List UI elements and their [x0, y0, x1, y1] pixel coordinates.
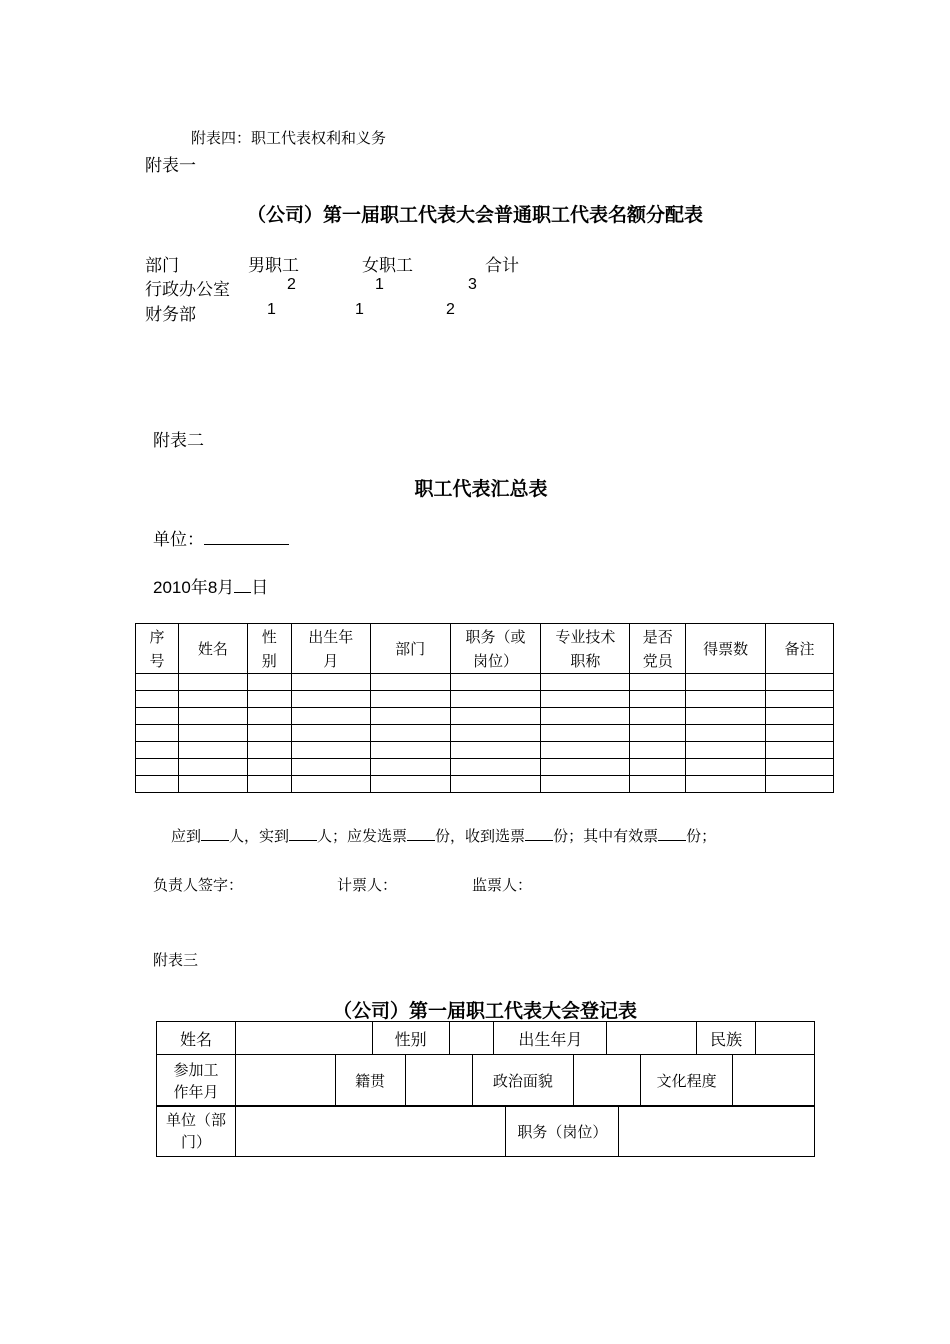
table-cell[interactable] [178, 776, 247, 793]
table-cell[interactable] [450, 759, 541, 776]
table-cell[interactable] [370, 742, 450, 759]
table-cell[interactable] [178, 725, 247, 742]
table-cell[interactable] [630, 759, 686, 776]
table-cell[interactable] [630, 776, 686, 793]
table-cell[interactable] [541, 674, 630, 691]
name-label: 姓名 [157, 1022, 236, 1055]
vote-text: 人；应发选票 [317, 827, 408, 845]
table-cell[interactable] [630, 725, 686, 742]
date-field [153, 573, 268, 598]
table-row [136, 708, 834, 725]
unit-label: 单位： [153, 530, 204, 550]
table-cell[interactable] [247, 759, 291, 776]
position-label: 职务（岗位） [506, 1106, 619, 1157]
column-header-department: 部门 [370, 624, 450, 674]
gender-label: 性别 [372, 1022, 449, 1055]
table-cell[interactable] [178, 674, 247, 691]
column-header-vote-count: 得票数 [686, 624, 766, 674]
quota-row-male: 2 [287, 276, 296, 293]
quota-row-total: 3 [468, 276, 477, 293]
unit-field [153, 525, 289, 550]
quota-header-male: 男职工 [248, 256, 299, 276]
quota-row-dept: 行政办公室 [145, 280, 230, 300]
quota-header-female: 女职工 [362, 256, 413, 276]
table-cell[interactable] [247, 708, 291, 725]
table-row [136, 776, 834, 793]
political-status-cell[interactable] [574, 1055, 641, 1107]
table-cell[interactable] [541, 742, 630, 759]
native-place-cell[interactable] [405, 1055, 472, 1107]
quota-header-total: 合计 [485, 256, 519, 276]
table-cell[interactable] [686, 691, 766, 708]
table-cell[interactable] [136, 776, 179, 793]
table-cell[interactable] [686, 725, 766, 742]
ballots-received-blank[interactable] [525, 826, 553, 841]
table-cell[interactable] [247, 725, 291, 742]
representative-summary-table [135, 623, 834, 793]
appendix1-label: 附表一 [145, 156, 196, 176]
column-header-professional-title: 专业技术 职称 [541, 624, 630, 674]
table-cell[interactable] [686, 708, 766, 725]
table-cell[interactable] [247, 742, 291, 759]
native-place-label: 籍贯 [335, 1055, 405, 1107]
table-cell[interactable] [630, 708, 686, 725]
quota-row-female: 1 [375, 276, 384, 293]
quota-row-total: 2 [446, 301, 455, 318]
table-cell[interactable] [136, 674, 179, 691]
appendix1-title: （公司）第一届职工代表大会普通职工代表名额分配表 [246, 204, 703, 226]
appendix3-label: 附表三 [153, 951, 199, 969]
table-cell[interactable] [686, 674, 766, 691]
registration-row-1 [156, 1021, 815, 1055]
table-cell[interactable] [247, 674, 291, 691]
table-cell[interactable] [136, 742, 179, 759]
table-cell[interactable] [541, 725, 630, 742]
table-cell[interactable] [450, 708, 541, 725]
table-cell[interactable] [766, 776, 834, 793]
work-start-label: 参加工 作年月 [157, 1055, 236, 1107]
date-month: 8 [207, 578, 218, 597]
table-cell[interactable] [291, 708, 370, 725]
work-start-cell[interactable] [235, 1055, 335, 1107]
table-cell[interactable] [178, 742, 247, 759]
table-cell[interactable] [247, 691, 291, 708]
table-cell[interactable] [291, 725, 370, 742]
unit-dept-cell[interactable] [235, 1106, 506, 1157]
table-cell[interactable] [766, 691, 834, 708]
counter-signature-label: 计票人： [337, 876, 398, 894]
vote-text: 份； [686, 827, 717, 845]
table-cell[interactable] [766, 742, 834, 759]
table-cell[interactable] [178, 708, 247, 725]
ethnicity-label: 民族 [697, 1022, 756, 1055]
table-row [136, 742, 834, 759]
table-cell[interactable] [541, 708, 630, 725]
table-row [136, 691, 834, 708]
table-cell[interactable] [136, 691, 179, 708]
quota-header-dept: 部门 [145, 256, 179, 276]
table-cell[interactable] [370, 725, 450, 742]
column-header-name: 姓名 [178, 624, 247, 674]
table-cell[interactable] [370, 708, 450, 725]
table-cell[interactable] [136, 725, 179, 742]
table-cell[interactable] [686, 776, 766, 793]
table-cell[interactable] [766, 759, 834, 776]
unit-dept-label: 单位（部 门） [157, 1106, 236, 1157]
supervisor-signature-label: 监票人： [472, 876, 533, 894]
table-cell[interactable] [766, 708, 834, 725]
gender-cell[interactable] [449, 1022, 494, 1055]
table-cell[interactable] [291, 674, 370, 691]
table-cell[interactable] [370, 674, 450, 691]
valid-ballots-blank[interactable] [658, 826, 686, 841]
table-cell[interactable] [450, 776, 541, 793]
date-day-blank[interactable] [234, 578, 251, 593]
appendix3-title: （公司）第一届职工代表大会登记表 [332, 1000, 637, 1022]
table-cell[interactable] [370, 776, 450, 793]
vote-text: 份，收到选票 [435, 827, 526, 845]
position-cell[interactable] [619, 1106, 815, 1157]
table-cell[interactable] [291, 759, 370, 776]
table-cell[interactable] [136, 759, 179, 776]
column-header-gender: 性 别 [247, 624, 291, 674]
date-month-unit: 月 [217, 578, 235, 598]
table-cell[interactable] [450, 742, 541, 759]
birth-label: 出生年月 [494, 1022, 607, 1055]
table-cell[interactable] [630, 674, 686, 691]
table-header-row [136, 624, 834, 674]
table-cell[interactable] [766, 674, 834, 691]
quota-row-dept: 财务部 [145, 305, 196, 325]
table-cell[interactable] [541, 691, 630, 708]
actual-count-blank[interactable] [289, 826, 317, 841]
unit-blank[interactable] [204, 530, 289, 545]
vote-text: 人，实到 [229, 827, 290, 845]
table-row [136, 759, 834, 776]
education-label: 文化程度 [641, 1055, 733, 1107]
table-cell[interactable] [450, 725, 541, 742]
column-header-birth-month: 出生年 月 [291, 624, 370, 674]
registration-row-3 [156, 1105, 815, 1157]
birth-cell[interactable] [607, 1022, 697, 1055]
table-cell[interactable] [370, 691, 450, 708]
table-cell[interactable] [136, 708, 179, 725]
education-cell[interactable] [733, 1055, 815, 1107]
ballots-issued-blank[interactable] [407, 826, 435, 841]
responsible-signature-label: 负责人签字： [153, 876, 244, 894]
vote-text: 应到 [171, 827, 202, 845]
table-cell[interactable] [291, 776, 370, 793]
appendix4-note: 附表四：职工代表权利和义务 [191, 129, 387, 147]
column-header-position: 职务（或 岗位） [450, 624, 541, 674]
ethnicity-cell[interactable] [756, 1022, 815, 1055]
name-cell[interactable] [235, 1022, 372, 1055]
table-cell[interactable] [630, 742, 686, 759]
vote-count-line [171, 825, 716, 846]
table-cell[interactable] [178, 759, 247, 776]
date-year-unit: 年 [190, 578, 208, 598]
table-cell[interactable] [630, 691, 686, 708]
column-header-party-member: 是否 党员 [630, 624, 686, 674]
table-cell[interactable] [370, 759, 450, 776]
vote-text: 份；其中有效票 [553, 827, 659, 845]
column-header-serial-number: 序 号 [136, 624, 179, 674]
table-cell[interactable] [541, 759, 630, 776]
table-cell[interactable] [686, 742, 766, 759]
table-cell[interactable] [450, 691, 541, 708]
column-header-remarks: 备注 [766, 624, 834, 674]
table-cell[interactable] [766, 725, 834, 742]
table-cell[interactable] [541, 776, 630, 793]
table-row [136, 674, 834, 691]
appendix2-label: 附表二 [153, 431, 204, 451]
political-status-label: 政治面貌 [472, 1055, 574, 1107]
table-cell[interactable] [291, 691, 370, 708]
table-cell[interactable] [450, 674, 541, 691]
table-cell[interactable] [291, 742, 370, 759]
table-cell[interactable] [178, 691, 247, 708]
quota-row-male: 1 [267, 301, 276, 318]
expected-count-blank[interactable] [201, 826, 229, 841]
appendix2-title: 职工代表汇总表 [414, 478, 548, 500]
registration-rows-2-3 [156, 1054, 815, 1107]
table-cell[interactable] [247, 776, 291, 793]
date-day-unit: 日 [251, 578, 269, 598]
quota-row-female: 1 [355, 301, 364, 318]
table-row [136, 725, 834, 742]
table-cell[interactable] [686, 759, 766, 776]
date-year: 2010 [153, 578, 191, 597]
